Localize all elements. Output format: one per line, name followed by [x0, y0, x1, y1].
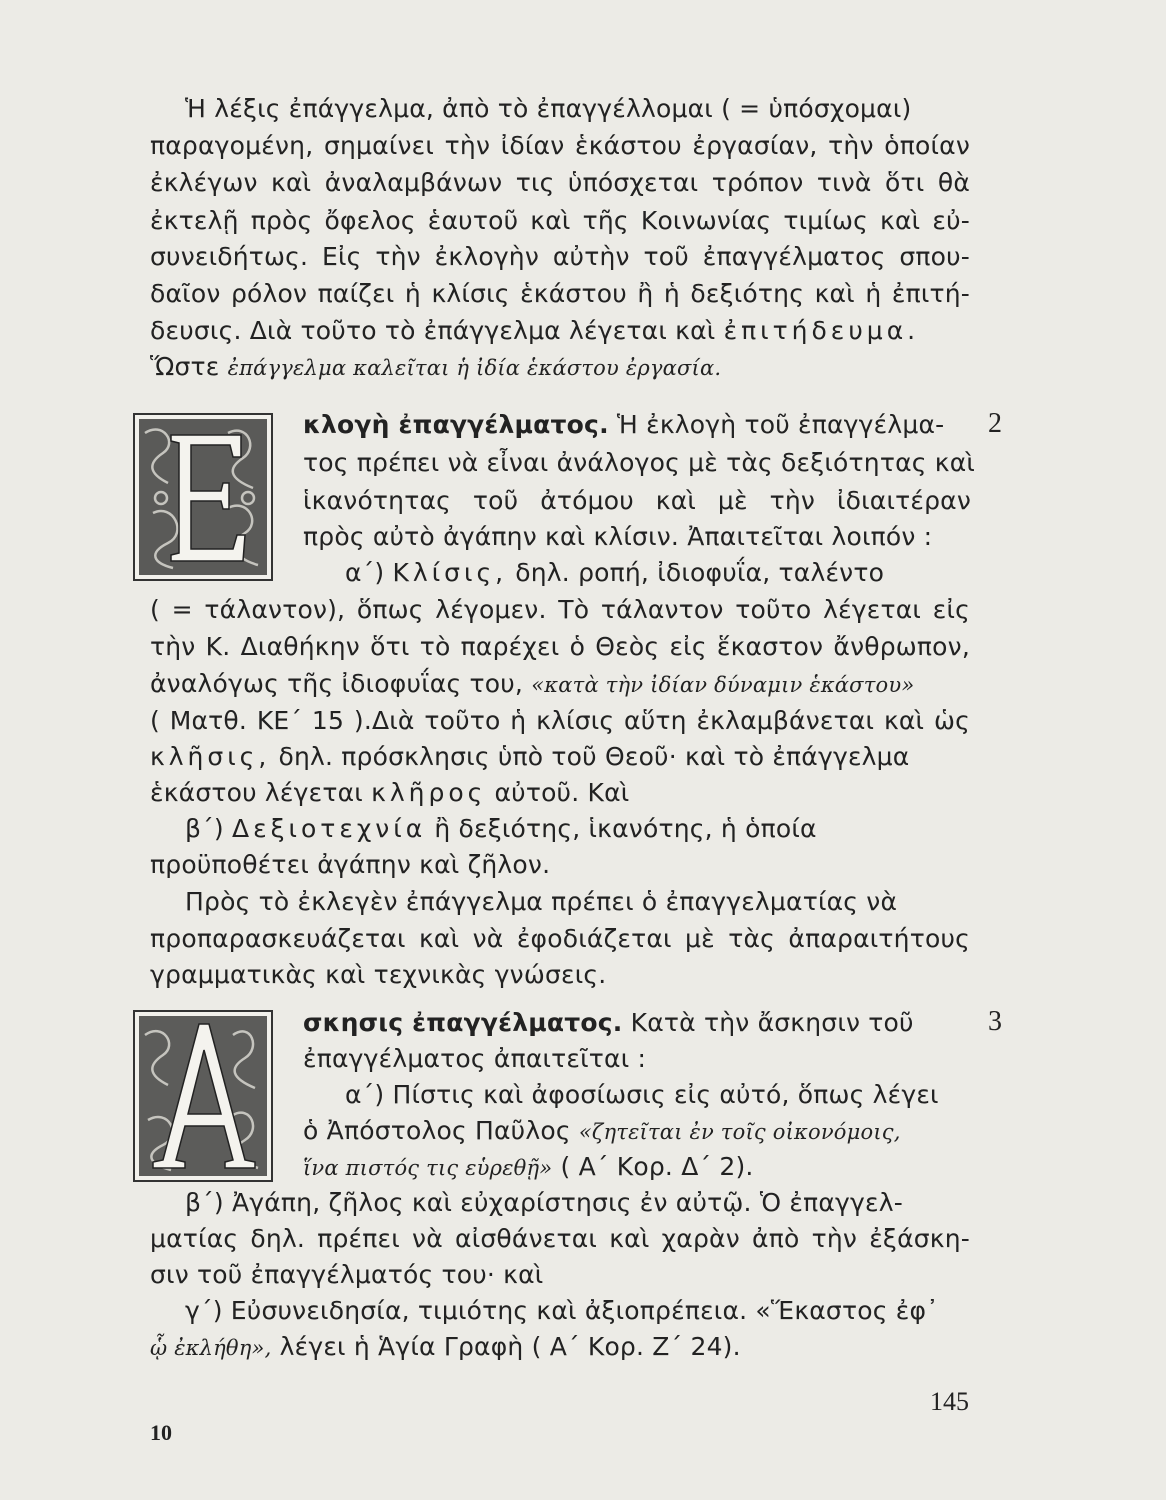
- spaced-term: Δεξιοτεχνία: [231, 814, 427, 843]
- text-line: ἱκανότητας τοῦ ἀτόμου καὶ μὲ τὴν ἰδιαιτέραν: [303, 486, 971, 515]
- text-line: πρὸς αὐτὸ ἀγάπην καὶ κλίσιν. Ἀπαιτεῖται λοιπόν :: [303, 522, 933, 551]
- text-line: ματίας δηλ. πρέπει νὰ αἰσθάνεται καὶ χαρὰν ἀπὸ τὴν ἐξάσκη-: [150, 1224, 970, 1253]
- italic-quote: ἵνα πιστός τις εὑρεθῇ»: [303, 1156, 553, 1180]
- text-fragment: ἑκάστου λέγεται: [150, 778, 363, 807]
- text-fragment: δηλ. ροπή, ἰδιοφυΐα, ταλέντο: [515, 558, 885, 587]
- text-line: β΄) Ἀγάπη, ζῆλος καὶ εὐχαρίστησις ἐν αὐτῷ. Ὁ ἐπαγγελ-: [185, 1188, 903, 1217]
- spaced-term: κλῆρος: [371, 778, 487, 807]
- text-fragment: ἢ δεξιότης, ἱκανότης, ἡ ὁποία: [434, 814, 817, 843]
- spaced-term: ἐπιτήδευμα.: [723, 316, 920, 345]
- list-label: α΄): [345, 558, 385, 587]
- signature-mark: 10: [150, 1420, 172, 1445]
- text-line: ( = τάλαντον), ὅπως λέγομεν. Τὸ τάλαντον τοῦτο λέγεται εἰς: [150, 595, 970, 624]
- text-line: γραμματικὰς καὶ τεχνικὰς γνώσεις.: [150, 960, 607, 989]
- text-line: [303, 408, 971, 442]
- section-heading: σκησις ἐπαγγέλματος.: [303, 1008, 623, 1037]
- text-line: ἐκτελῇ πρὸς ὄφελος ἑαυτοῦ καὶ τῆς Κοινωνίας τιμίως καὶ εὐ-: [150, 206, 970, 235]
- text-line: συνειδήτως. Εἰς τὴν ἐκλογὴν αὐτὴν τοῦ ἐπαγγέλματος σπου-: [150, 242, 970, 271]
- text-fragment: αὐτοῦ. Καὶ: [494, 778, 630, 807]
- ornate-initial-e: [133, 413, 273, 581]
- text-line: [150, 776, 970, 810]
- ornate-initial-a: [133, 1010, 273, 1182]
- text-fragment: ὁ Ἀπόστολος Παῦλος: [303, 1116, 571, 1145]
- text-line: α΄) Πίστις καὶ ἀφοσίωσις εἰς αὐτό, ὅπως λέγει: [345, 1080, 939, 1109]
- text-line: τὴν Κ. Διαθήκην ὅτι τὸ παρέχει ὁ Θεὸς εἰς ἕκαστον ἄνθρωπον,: [150, 632, 970, 661]
- italic-definition: ἐπάγγελμα καλεῖται ἡ ἰδία ἑκάστου ἐργασία.: [227, 356, 722, 380]
- text-line: δαῖον ρόλον παίζει ἡ κλίσις ἑκάστου ἢ ἡ δεξιότης καὶ ἡ ἐπιτή-: [150, 279, 970, 308]
- text-line: Ἡ λέξις ἐπάγγελμα, ἀπὸ τὸ ἐπαγγέλλομαι ( = ὑπόσχομαι): [185, 94, 912, 123]
- text-line: ( Ματθ. ΚΕ΄ 15 ).Διὰ τοῦτο ἡ κλίσις αὕτη ἐκλαμβάνεται καὶ ὡς: [150, 706, 970, 735]
- text-fragment: Ἡ ἐκλογὴ τοῦ ἐπαγγέλμα-: [616, 410, 945, 439]
- text-line: [150, 350, 970, 385]
- text-line: ἐπαγγέλματος ἀπαιτεῖται :: [303, 1044, 647, 1073]
- text-line: [303, 1150, 971, 1185]
- text-fragment: δηλ. πρόσκλησις ὑπὸ τοῦ Θεοῦ· καὶ τὸ ἐπάγγελμα: [278, 742, 910, 771]
- italic-quote: «κατὰ τὴν ἰδίαν δύναμιν ἑκάστου»: [531, 673, 915, 697]
- text-line: [150, 314, 970, 348]
- text-fragment: ( Α΄ Κορ. Δ΄ 2).: [560, 1152, 754, 1181]
- text-line: [150, 1330, 970, 1365]
- text-line: [150, 740, 970, 774]
- text-line: προπαρασκευάζεται καὶ νὰ ἐφοδιάζεται μὲ τὰς ἀπαραιτήτους: [150, 924, 970, 953]
- text-line: [185, 812, 1005, 846]
- page-number: 145: [930, 1387, 969, 1416]
- section-heading: κλογὴ ἐπαγγέλματος.: [303, 410, 609, 439]
- margin-number: 3: [988, 1006, 1002, 1037]
- text-fragment: λέγει ἡ Ἁγία Γραφὴ ( Α΄ Κορ. Ζ΄ 24).: [279, 1332, 741, 1361]
- text-fragment: Ὥστε: [150, 352, 220, 381]
- text-fragment: δευσις. Διὰ τοῦτο τὸ ἐπάγγελμα λέγεται καὶ: [150, 316, 716, 345]
- italic-quote: ᾧ ἐκλήθη»,: [150, 1336, 272, 1360]
- italic-quote: «ζητεῖται ἐν τοῖς οἰκονόμοις,: [578, 1120, 901, 1144]
- text-line: [345, 556, 970, 590]
- text-line: [150, 667, 970, 702]
- text-line: ἐκλέγων καὶ ἀναλαμβάνων τις ὑπόσχεται τρόπον τινὰ ὅτι θὰ: [150, 168, 970, 197]
- margin-number: 2: [988, 408, 1002, 439]
- spaced-term: κλῆσις,: [150, 742, 271, 771]
- text-line: Πρὸς τὸ ἐκλεγὲν ἐπάγγελμα πρέπει ὁ ἐπαγγελματίας νὰ: [185, 887, 898, 916]
- text-line: προϋποθέτει ἀγάπην καὶ ζῆλον.: [150, 850, 551, 879]
- text-line: σιν τοῦ ἐπαγγέλματός του· καὶ: [150, 1260, 544, 1289]
- text-line: γ΄) Εὐσυνειδησία, τιμιότης καὶ ἀξιοπρέπεια. «Ἕκαστος ἐφ᾿: [185, 1296, 939, 1325]
- list-label: β΄): [185, 814, 224, 843]
- text-fragment: Κατὰ τὴν ἄσκησιν τοῦ: [630, 1008, 914, 1037]
- text-line: [303, 1006, 971, 1040]
- text-line: τος πρέπει νὰ εἶναι ἀνάλογος μὲ τὰς δεξιότητας καὶ: [303, 448, 976, 477]
- text-fragment: ἀναλόγως τῆς ἰδιοφυΐας του,: [150, 669, 524, 698]
- text-line: [303, 1114, 971, 1149]
- text-line: παραγομένη, σημαίνει τὴν ἰδίαν ἑκάστου ἐργασίαν, τὴν ὁποίαν: [150, 131, 970, 160]
- spaced-term: Κλίσις,: [392, 558, 508, 587]
